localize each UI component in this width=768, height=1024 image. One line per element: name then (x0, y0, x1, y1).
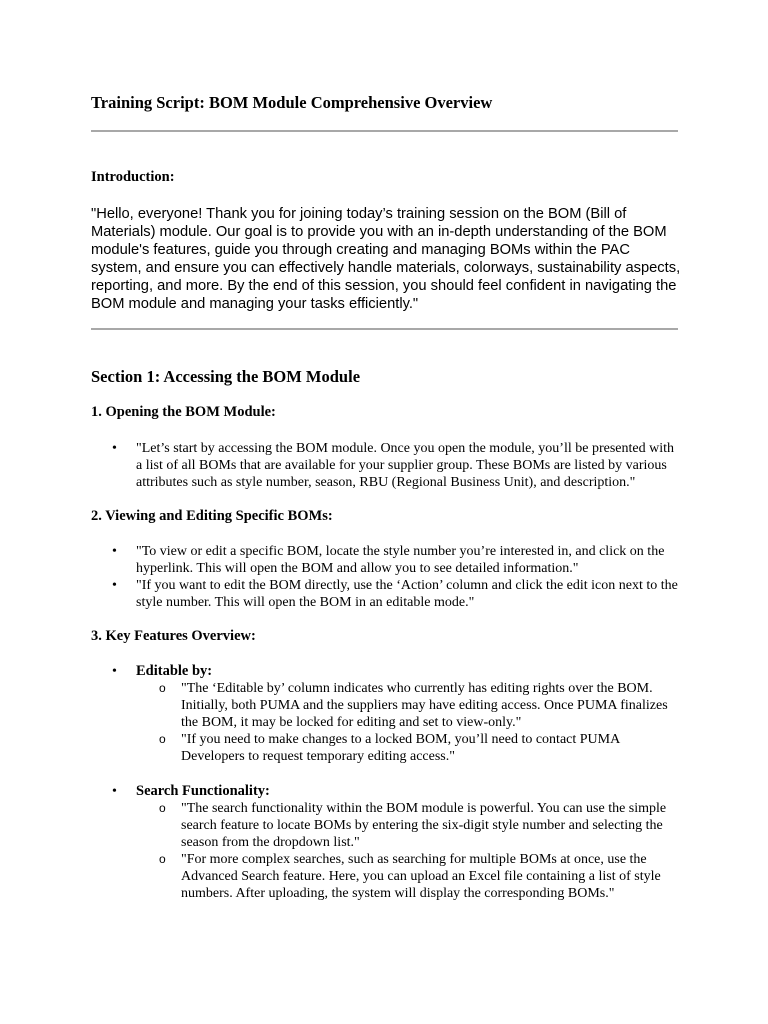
feature-list (91, 783, 681, 902)
sub-bullet-marker: o (159, 852, 166, 866)
list-item (91, 577, 681, 611)
horizontal-divider (91, 130, 678, 132)
bullet-marker: • (112, 784, 117, 799)
feature-list (91, 663, 681, 765)
sub-list-item (136, 731, 681, 765)
sub-bullet-marker: o (159, 681, 166, 695)
list-item-text: "If you want to edit the BOM directly, use the ‘Action’ column and click the edit icon next to the style number. This will open the BOM in an editable mode." (136, 578, 678, 610)
list-item (91, 440, 681, 491)
bullet-marker: • (112, 578, 117, 593)
sub-bullet-list (136, 800, 681, 902)
feature-item-editable-by (91, 663, 681, 765)
list-item (91, 543, 681, 577)
document-title: Training Script: BOM Module Comprehensive Overview (91, 93, 493, 112)
horizontal-divider (91, 328, 678, 330)
introduction-heading: Introduction: (91, 169, 175, 185)
list-item-text: "Let’s start by accessing the BOM module. Once you open the module, you’ll be presented with a list of all BOMs that are available for your supplier group. These BOMs are listed by various attributes such as style number, season, RBU (Regional Business Unit), and description." (136, 441, 674, 490)
subsection-features-heading: 3. Key Features Overview: (91, 628, 256, 644)
sub-list-item-text: "If you need to make changes to a locked BOM, you’ll need to contact PUMA Developers to request temporary editing access." (181, 732, 620, 764)
sub-list-item (136, 680, 681, 731)
section-1-title: Section 1: Accessing the BOM Module (91, 367, 361, 386)
sub-list-item (136, 800, 681, 851)
bullet-marker: • (112, 544, 117, 559)
list-item-text: "To view or edit a specific BOM, locate the style number you’re interested in, and click on the hyperlink. This will open the BOM and allow you to see detailed information." (136, 544, 665, 576)
sub-bullet-list (136, 680, 681, 765)
bullet-marker: • (112, 441, 117, 456)
bullet-list (91, 440, 681, 491)
feature-item-search (91, 783, 681, 902)
sub-bullet-marker: o (159, 801, 166, 815)
subsection-viewing-heading: 2. Viewing and Editing Specific BOMs: (91, 508, 333, 524)
sub-list-item-text: "The ‘Editable by’ column indicates who currently has editing rights over the BOM. Initially, both PUMA and the suppliers may have editing access. Once PUMA finalizes the BOM, it may be locked for editing and set to view-only." (181, 681, 668, 730)
bullet-marker: • (112, 664, 117, 679)
sub-list-item-text: "For more complex searches, such as searching for multiple BOMs at once, use the Advanced Search feature. Here, you can upload an Excel file containing a list of style numbers. After uploading, the system will display the corresponding BOMs." (181, 852, 661, 901)
sub-list-item-text: "The search functionality within the BOM module is powerful. You can use the simple search feature to locate BOMs by entering the six-digit style number and selecting the season from the dropdown list." (181, 801, 667, 850)
feature-label: Editable by: (136, 663, 213, 679)
bullet-list (91, 543, 681, 611)
sub-bullet-marker: o (159, 732, 166, 746)
introduction-paragraph: "Hello, everyone! Thank you for joining today’s training session on the BOM (Bill of Materials) module. Our goal is to provide you with an in-depth understanding of the BOM module's features, guide you through creating and managing BOMs within the PAC system, and ensure you can effectively handle materials, colorways, sustainability aspects, reporting, and more. By the end of this session, you should feel confident in navigating the BOM module and managing your tasks efficiently." (91, 206, 681, 312)
subsection-opening-heading: 1. Opening the BOM Module: (91, 404, 276, 420)
sub-list-item (136, 851, 681, 902)
feature-label: Search Functionality: (136, 783, 270, 799)
